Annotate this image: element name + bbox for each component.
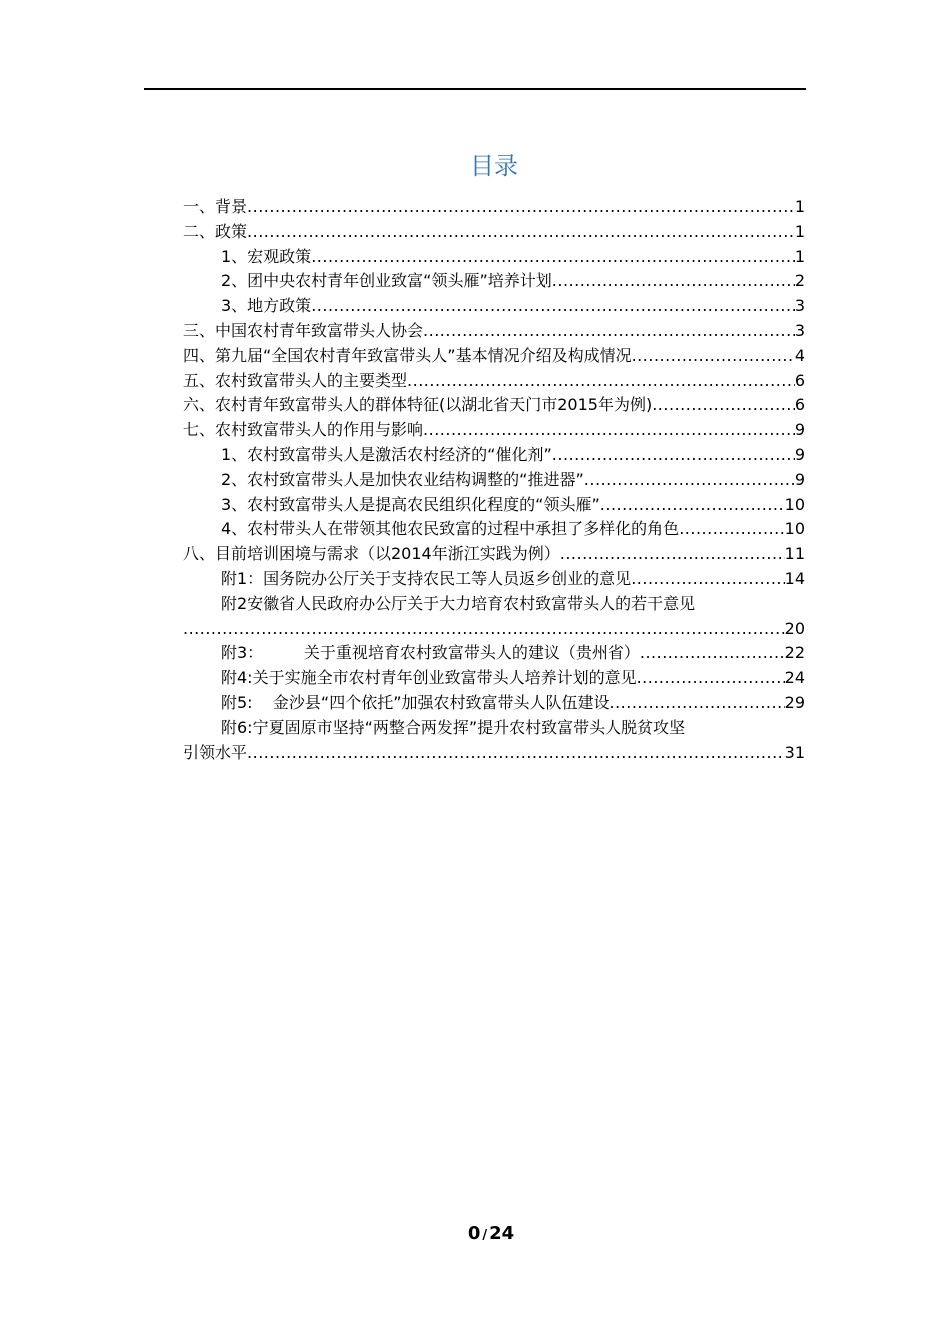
toc-entry-text: 二、政策 — [183, 221, 248, 241]
toc-page-number: 6 — [794, 370, 805, 390]
toc-page-number: 2 — [794, 271, 805, 291]
toc-entry-text: 3、地方政策 — [221, 296, 312, 316]
toc-entry[interactable] — [183, 319, 805, 344]
toc-entry-text: 附1：国务院办公厅关于支持农民工等人员返乡创业的意见 — [221, 568, 632, 588]
toc-entry[interactable] — [183, 195, 805, 220]
toc-leader-dots — [311, 245, 795, 270]
toc-leader-dots — [679, 517, 784, 542]
toc-entry-text: 1、宏观政策 — [221, 246, 312, 266]
toc-page-number: 14 — [784, 568, 805, 588]
toc-entry-text: 五、农村致富带头人的主要类型 — [183, 370, 408, 390]
toc-leader-dots — [637, 666, 785, 691]
toc-page-number: 24 — [784, 668, 805, 688]
toc-page-number: 9 — [794, 444, 805, 464]
toc-leader-dots — [640, 641, 785, 666]
toc-entry-text: 附3： 关于重视培育农村致富带头人的建议（贵州省） — [221, 643, 640, 663]
table-of-contents — [183, 195, 805, 765]
toc-entry-text: 附6:宁夏固原市坚持“两整合两发挥”提升农村致富带头人脱贫攻坚 — [221, 717, 686, 737]
toc-page-number: 3 — [794, 296, 805, 316]
toc-leader-dots — [407, 369, 795, 394]
toc-page-number: 29 — [784, 692, 805, 712]
toc-page-number: 11 — [784, 544, 805, 564]
toc-leader-dots — [423, 319, 795, 344]
page-footer — [0, 1223, 950, 1247]
toc-leader-dots — [632, 344, 795, 369]
toc-entry-text: 1、农村致富带头人是激活农村经济的“催化剂” — [221, 444, 552, 464]
toc-entry[interactable] — [183, 220, 805, 245]
toc-leader-dots — [600, 493, 785, 518]
current-page-number: 0 — [467, 1223, 481, 1244]
toc-leader-dots — [631, 567, 784, 592]
toc-entry[interactable] — [183, 641, 805, 666]
toc-leader-dots — [652, 393, 795, 418]
toc-entry-text: 附4:关于实施全市农村青年创业致富带头人培养计划的意见 — [221, 668, 637, 688]
toc-page-number: 6 — [794, 395, 805, 415]
toc-entry[interactable] — [183, 517, 805, 542]
toc-entry-text-continued: 引领水平 — [183, 742, 248, 762]
toc-leader-dots — [423, 418, 795, 443]
toc-page-number: 9 — [794, 420, 805, 440]
toc-page-number: 9 — [794, 469, 805, 489]
toc-leader-dots — [311, 294, 795, 319]
toc-entry-text: 七、农村致富带头人的作用与影响 — [183, 420, 424, 440]
toc-page-number: 20 — [784, 618, 805, 638]
toc-page-number: 22 — [784, 643, 805, 663]
toc-leader-dots — [247, 741, 785, 766]
toc-entry[interactable] — [183, 393, 805, 418]
toc-entry[interactable] — [183, 269, 805, 294]
toc-entry[interactable] — [183, 468, 805, 493]
toc-page-number: 1 — [794, 221, 805, 241]
toc-entry[interactable] — [183, 691, 805, 716]
toc-entry-text: 四、第九届“全国农村青年致富带头人”基本情况介绍及构成情况 — [183, 345, 632, 365]
toc-entry-text: 2、农村致富带头人是加快农业结构调整的“推进器” — [221, 469, 584, 489]
toc-entry-line2[interactable] — [183, 617, 805, 642]
toc-leader-dots — [552, 443, 795, 468]
toc-page-number: 10 — [784, 494, 805, 514]
toc-entry-text: 附2安徽省人民政府办公厅关于大力培育农村致富带头人的若干意见 — [221, 593, 696, 613]
toc-entry-text: 六、农村青年致富带头人的群体特征(以湖北省天门市2015年为例) — [183, 395, 653, 415]
toc-entry-text: 4、农村带头人在带领其他农民致富的过程中承担了多样化的角色 — [221, 519, 680, 539]
header-rule — [144, 88, 806, 90]
toc-entry-line2[interactable] — [183, 741, 805, 766]
toc-entry[interactable] — [183, 493, 805, 518]
toc-leader-dots — [610, 691, 785, 716]
toc-leader-dots — [247, 220, 795, 245]
toc-entry[interactable] — [183, 443, 805, 468]
toc-entry-text: 附5: 金沙县“四个依托”加强农村致富带头人队伍建设 — [221, 692, 610, 712]
toc-leader-dots — [560, 542, 785, 567]
toc-page-number: 1 — [794, 246, 805, 266]
toc-entry[interactable] — [183, 245, 805, 270]
toc-entry[interactable] — [183, 344, 805, 369]
toc-entry-line1[interactable] — [183, 592, 805, 617]
total-page-count: 24 — [489, 1223, 515, 1244]
toc-leader-dots — [584, 468, 795, 493]
toc-entry-line1[interactable] — [183, 716, 805, 741]
toc-entry[interactable] — [183, 567, 805, 592]
page-separator: / — [482, 1228, 488, 1243]
toc-leader-dots — [183, 617, 785, 642]
toc-entry-text: 2、团中央农村青年创业致富“领头雁”培养计划 — [221, 271, 552, 291]
toc-leader-dots — [552, 269, 795, 294]
toc-page-number: 10 — [784, 519, 805, 539]
toc-entry[interactable] — [183, 369, 805, 394]
toc-leader-dots — [247, 195, 795, 220]
toc-entry-text: 3、农村致富带头人是提高农民组织化程度的“领头雁” — [221, 494, 600, 514]
toc-page-number: 1 — [794, 197, 805, 216]
toc-entry-text: 八、目前培训困境与需求（以2014年浙江实践为例） — [183, 544, 560, 564]
toc-page-number: 31 — [784, 742, 805, 762]
toc-entry[interactable] — [183, 294, 805, 319]
toc-page-number: 4 — [794, 345, 805, 365]
toc-entry[interactable] — [183, 666, 805, 691]
toc-entry-text: 三、中国农村青年致富带头人协会 — [183, 320, 424, 340]
toc-entry[interactable] — [183, 418, 805, 443]
toc-entry-text: 一、背景 — [183, 197, 248, 216]
toc-page-number: 3 — [794, 320, 805, 340]
toc-title: 目录 — [470, 152, 518, 180]
toc-entry[interactable] — [183, 542, 805, 567]
